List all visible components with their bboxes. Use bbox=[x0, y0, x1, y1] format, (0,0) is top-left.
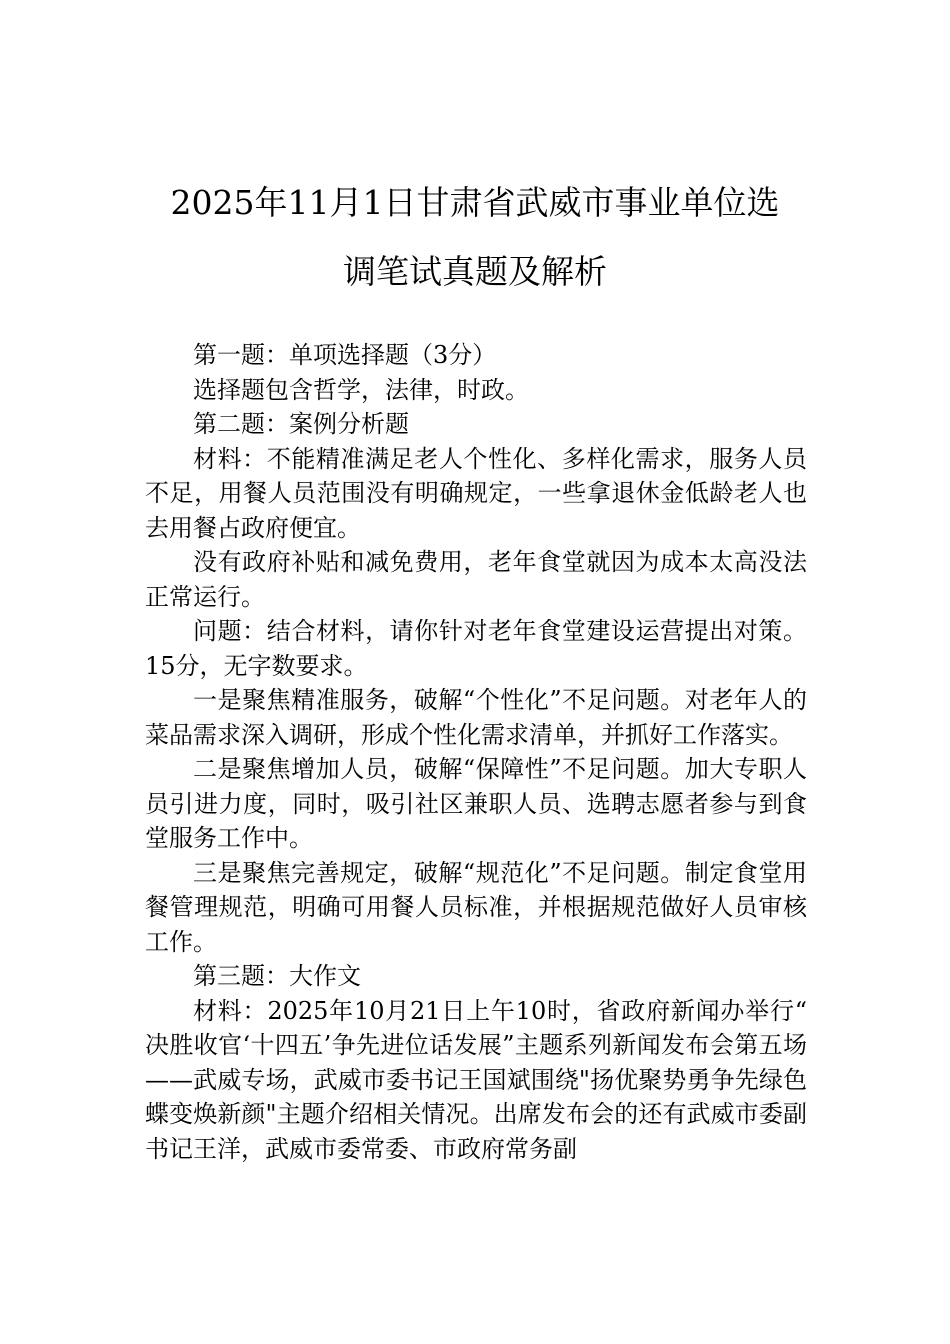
paragraph: 一是聚焦精准服务，破解“个性化”不足问题。对老年人的菜品需求深入调研，形成个性化需求清单，并抓好工作落实。 bbox=[145, 686, 807, 749]
title-line-2: 调笔试真题及解析 bbox=[343, 252, 607, 291]
paragraph: 第一题：单项选择题（3分） bbox=[193, 341, 497, 369]
paragraph: 问题：结合材料，请你针对老年食堂建设运营提出对策。15分，无字数要求。 bbox=[145, 617, 807, 680]
paragraph: 材料：不能精准满足老人个性化、多样化需求，服务人员不足，用餐人员范围没有明确规定，一些拿退休金低龄老人也去用餐占政府便宜。 bbox=[145, 444, 807, 542]
paragraph: 没有政府补贴和减免费用，老年食堂就因为成本太高没法正常运行。 bbox=[145, 548, 807, 611]
paragraph: 二是聚焦增加人员，破解“保障性”不足问题。加大专职人员引进力度，同时，吸引社区兼职人员、选聘志愿者参与到食堂服务工作中。 bbox=[145, 755, 807, 852]
paragraph: 选择题包含哲学，法律，时政。 bbox=[193, 375, 529, 404]
paragraph: 三是聚焦完善规定，破解“规范化”不足问题。制定食堂用餐管理规范，明确可用餐人员标准，并根据规范做好人员审核工作。 bbox=[145, 858, 807, 956]
title-line-1: 2025年11月1日甘肃省武威市事业单位选 bbox=[170, 183, 780, 222]
paragraph: 第三题：大作文 bbox=[193, 962, 361, 990]
document-body bbox=[145, 338, 807, 1166]
paragraph: 第二题：案例分析题 bbox=[193, 410, 409, 438]
paragraph: 材料：2025年10月21日上午10时，省政府新闻办举行“决胜收官‘十四五’争先进位话发展”主题系列新闻发布会第五场——武威专场，武威市委书记王国斌围绕"扬优聚势勇争先绿色蝶变焕新颜"主题介绍相关情况。出席发布会的还有武威市委副书记王洋，武威市委常委、市政府常务副 bbox=[145, 996, 807, 1163]
